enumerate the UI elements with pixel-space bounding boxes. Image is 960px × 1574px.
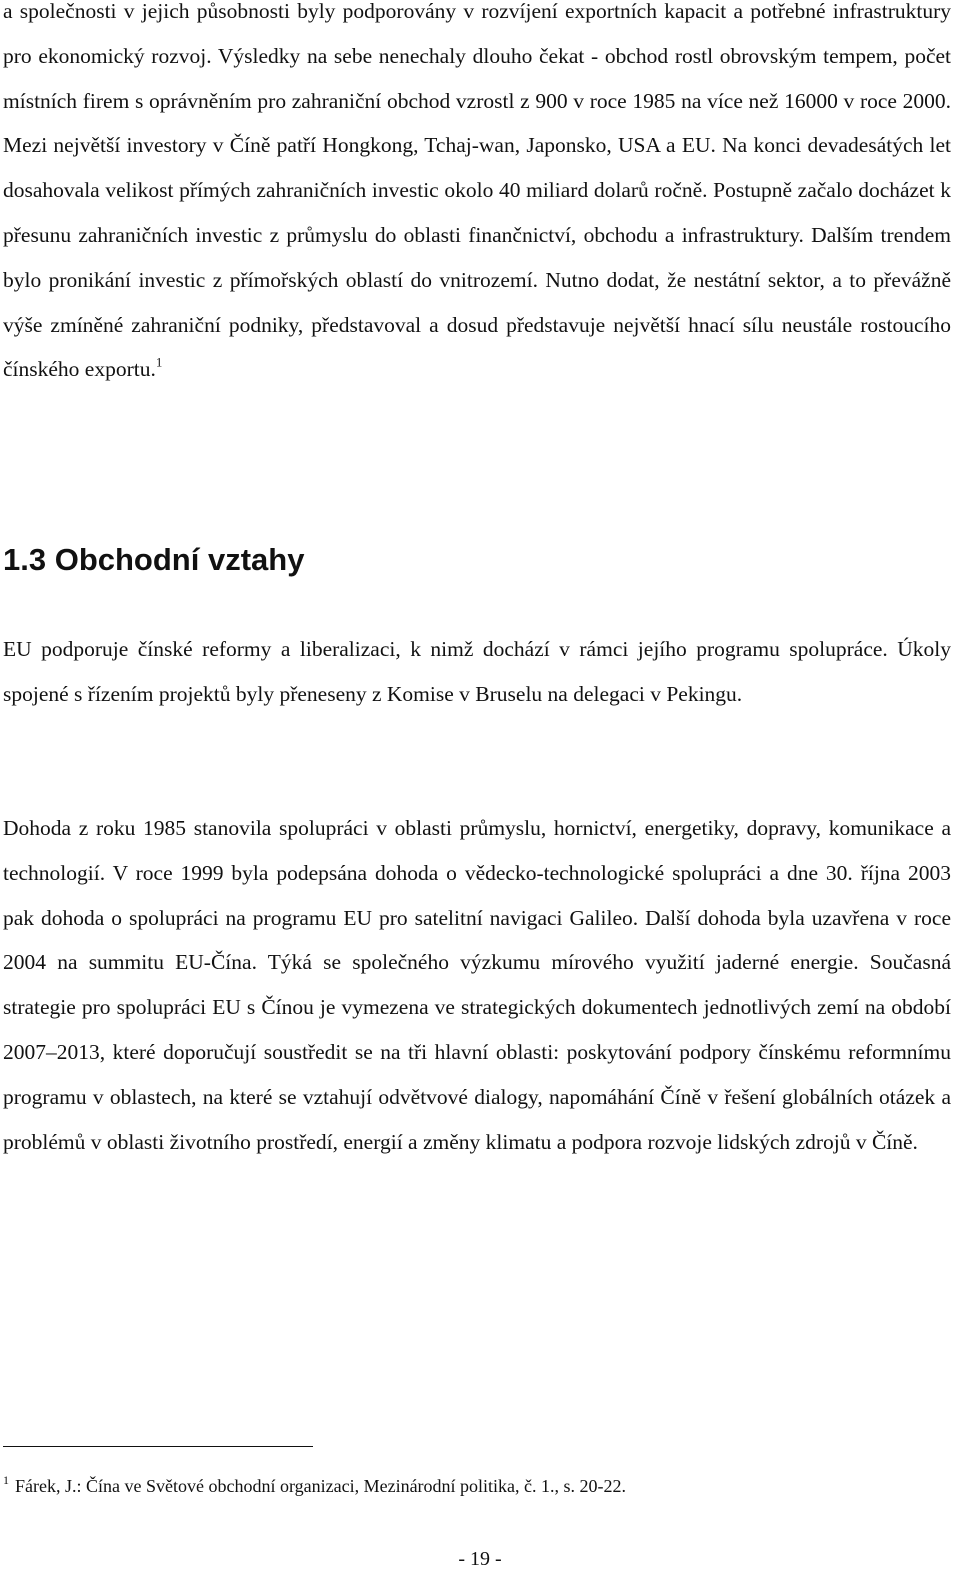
footnote-separator — [3, 1446, 313, 1447]
paragraph-1-text: a společnosti v jejich působnosti byly podporovány v rozvíjení exportních kapacit a potřebné infrastruktury pro ekonomický rozvoj. Výsledky na sebe nenechaly dlouho čekat - obchod rostl obrovským tempem, počet místních firem s oprávněním pro zahraniční obchod vzrostl z 900 v roce 1985 na více než 16000 v roce 2000. Mezi největší investory v Číně patří Hongkong, Tchaj-wan, Japonsko, USA a EU. Na konci devadesátých let dosahovala velikost přímých zahraničních investic okolo 40 miliard dolarů ročně. Postupně začalo docházet k přesunu zahraničních investic z průmyslu do oblasti finančnictví, obchodu a infrastruktury. Dalším trendem bylo pronikání investic z přímořských oblastí do vnitrozemí. Nutno dodat, že nestátní sektor, a to převážně výše zmíněné zahraniční podniky, představoval a dosud představuje největší hnací sílu neustále rostoucího čínského exportu. — [3, 0, 951, 382]
page-number: - 19 - — [458, 1548, 502, 1570]
footnote — [3, 1472, 626, 1500]
body-paragraph-1 — [3, 0, 951, 392]
body-paragraph-2: EU podporuje čínské reformy a liberalizaci, k nimž dochází v rámci jejího programu spolupráce. Úkoly spojené s řízením projektů byly přeneseny z Komise v Bruselu na delegaci v Pekingu. — [3, 637, 951, 706]
section-heading: 1.3 Obchodní vztahy — [3, 542, 305, 577]
footnote-reference[interactable]: 1 — [155, 354, 163, 370]
body-paragraph-3: Dohoda z roku 1985 stanovila spolupráci v oblasti průmyslu, hornictví, energetiky, dopravy, komunikace a technologií. V roce 1999 byla podepsána dohoda o vědecko-technologické spolupráci a dne 30. října 2003 pak dohoda o spolupráci na programu EU pro satelitní navigaci Galileo. Další dohoda byla uzavřena v roce 2004 na summitu EU-Čína. Týká se společného výzkumu mírového využití jaderné energie. Současná strategie pro spolupráci EU s Čínou je vymezena ve strategických dokumentech jednotlivých zemí na období 2007–2013, které doporučují soustředit se na tři hlavní oblasti: poskytování podpory čínskému reformnímu programu v oblastech, na které se vztahují odvětvové dialogy, napomáhání Číně v řešení globálních otázek a problémů v oblasti životního prostředí, energií a změny klimatu a podpora rozvoje lidských zdrojů v Číně. — [3, 816, 951, 1154]
footnote-text: Fárek, J.: Čína ve Světové obchodní organizaci, Mezinárodní politika, č. 1., s. 20-22. — [15, 1476, 627, 1496]
footnote-mark: 1 — [3, 1472, 9, 1487]
